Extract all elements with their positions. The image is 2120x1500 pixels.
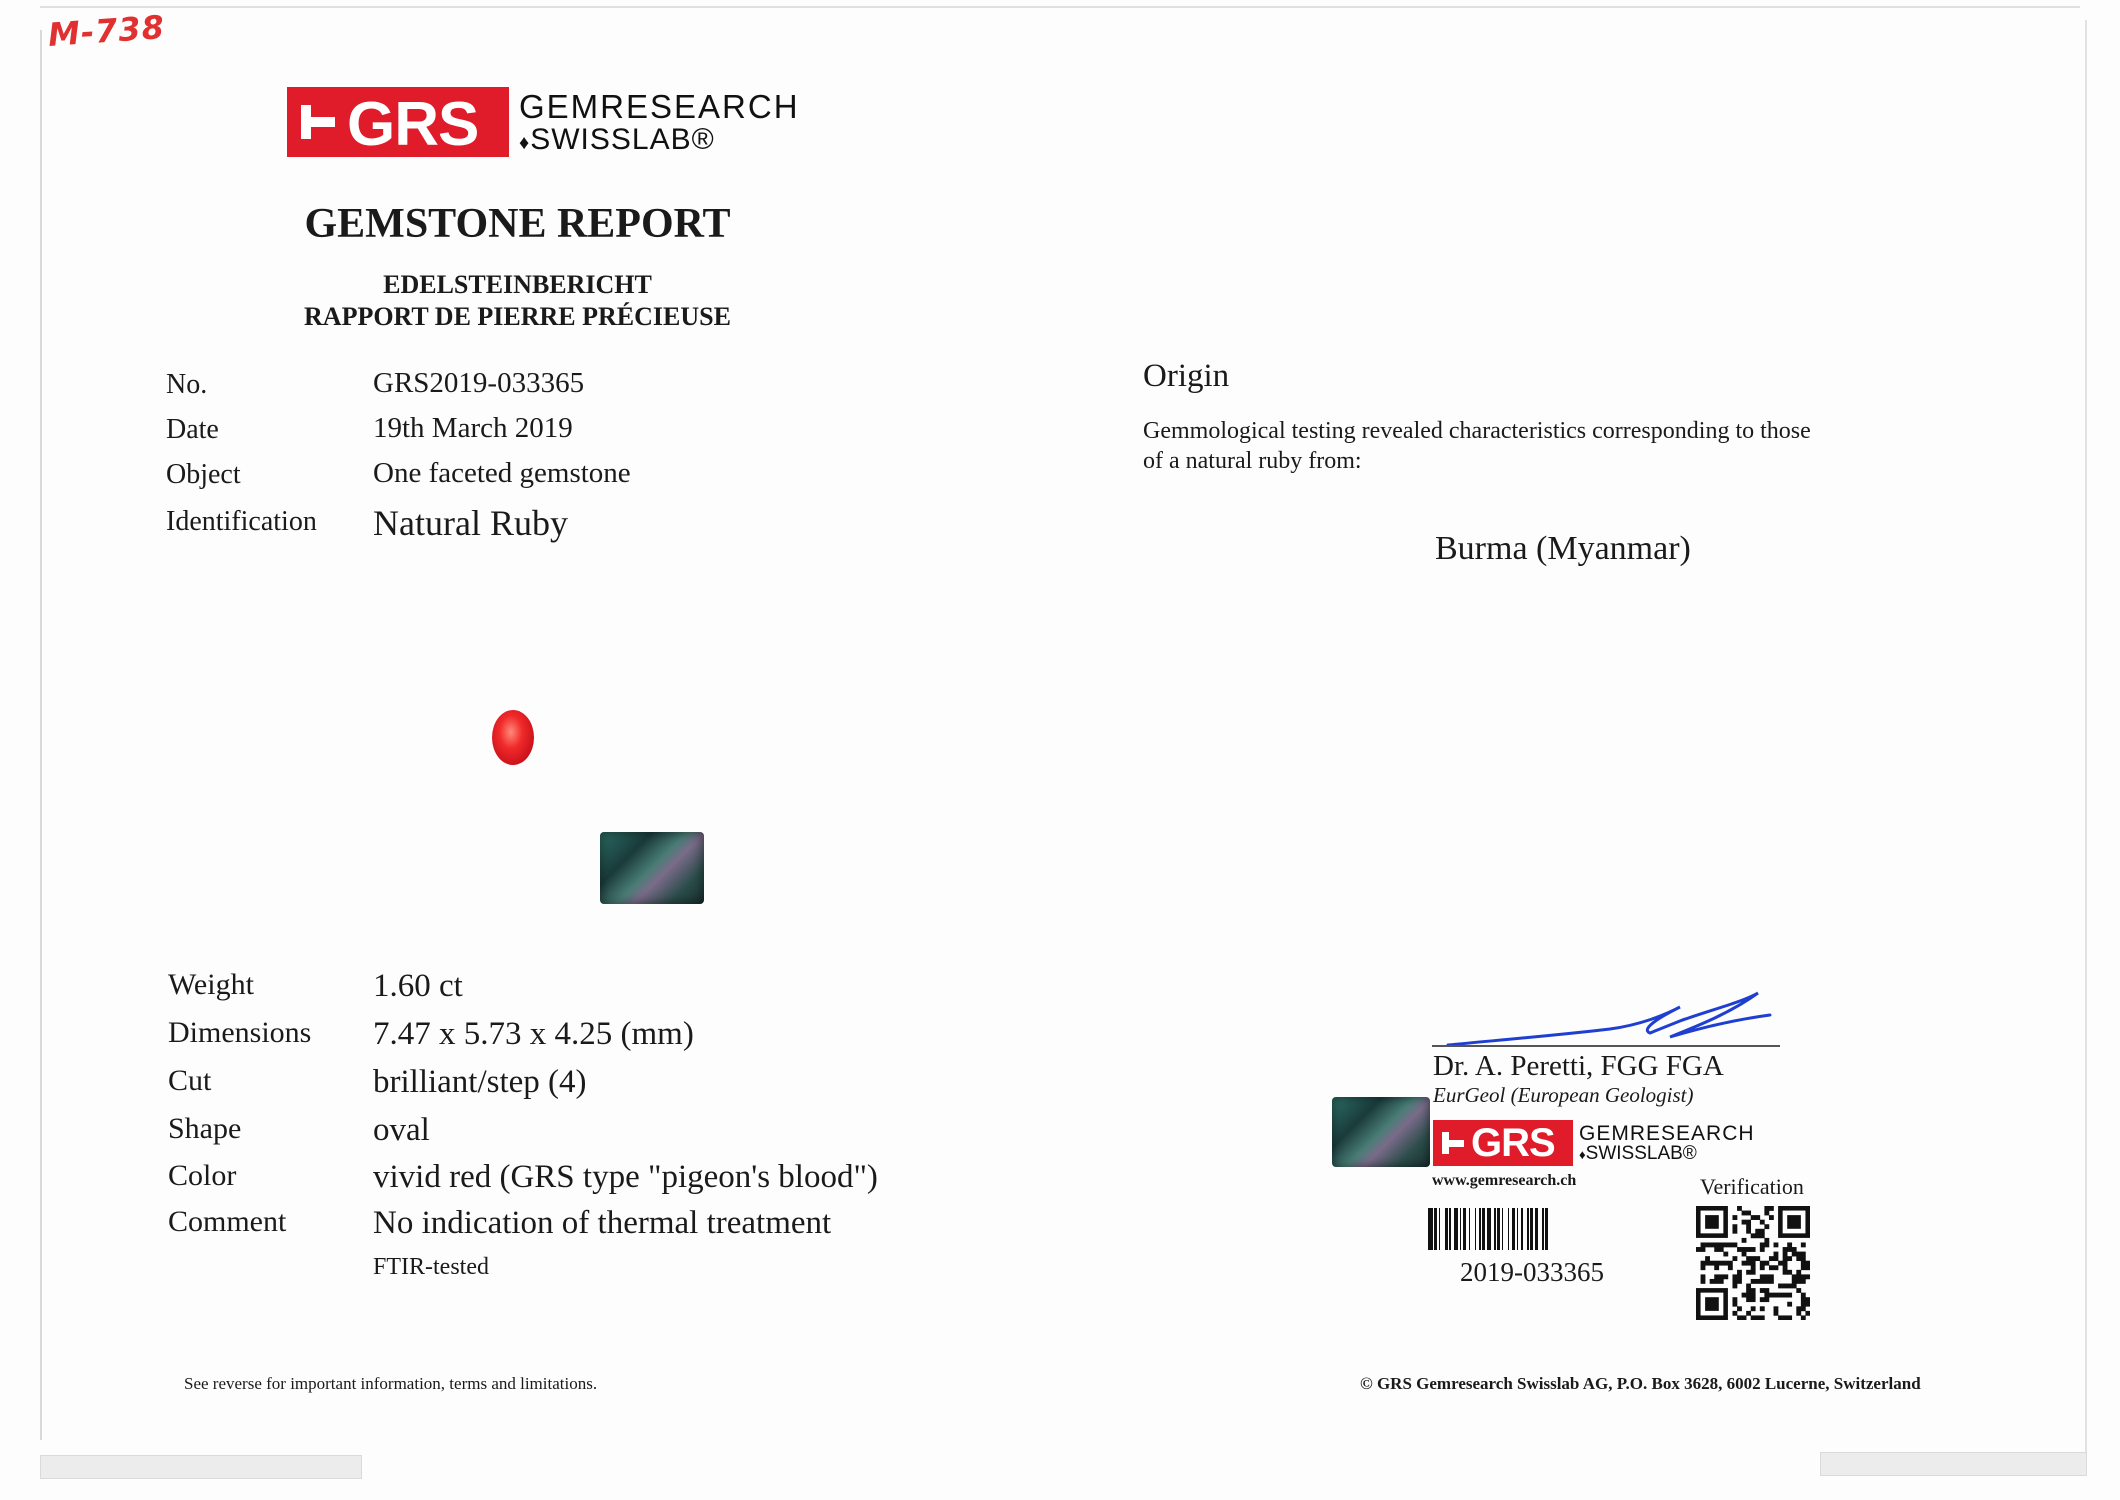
grs-logo-text bbox=[519, 87, 800, 156]
qr-module bbox=[1746, 1288, 1751, 1293]
scan-edge-bottom-right bbox=[1820, 1452, 2087, 1476]
qr-module bbox=[1769, 1279, 1774, 1284]
qr-module bbox=[1701, 1274, 1706, 1279]
qr-module bbox=[1746, 1256, 1751, 1261]
qr-module bbox=[1732, 1256, 1737, 1261]
qr-module bbox=[1719, 1247, 1724, 1252]
qr-module bbox=[1742, 1247, 1747, 1252]
qr-module bbox=[1755, 1256, 1760, 1261]
qr-module bbox=[1751, 1297, 1756, 1302]
qr-module bbox=[1805, 1297, 1810, 1302]
qr-module bbox=[1732, 1274, 1737, 1279]
qr-module bbox=[1751, 1279, 1756, 1284]
footer-left-note: See reverse for important information, terms and limitations. bbox=[184, 1374, 598, 1393]
qr-module bbox=[1805, 1311, 1810, 1316]
qr-module bbox=[1705, 1215, 1719, 1229]
qr-module bbox=[1746, 1311, 1751, 1316]
qr-module bbox=[1787, 1270, 1792, 1275]
qr-module bbox=[1723, 1274, 1728, 1279]
qr-module bbox=[1783, 1252, 1788, 1257]
logo-line1-small: GEMRESEARCH bbox=[1579, 1122, 1755, 1145]
date-label: Date bbox=[166, 414, 219, 445]
qr-module bbox=[1710, 1279, 1715, 1284]
qr-module bbox=[1764, 1288, 1769, 1293]
report-date: 19th March 2019 bbox=[373, 412, 573, 444]
qr-module bbox=[1769, 1265, 1774, 1270]
qr-module bbox=[1751, 1265, 1756, 1270]
qr-module bbox=[1751, 1233, 1756, 1238]
report-subtitle-fr: RAPPORT DE PIERRE PRÉCIEUSE bbox=[304, 302, 731, 331]
qr-module bbox=[1796, 1256, 1801, 1261]
signature-line bbox=[1432, 1045, 1780, 1047]
qr-module bbox=[1787, 1215, 1801, 1229]
qr-module bbox=[1746, 1220, 1751, 1225]
qr-module bbox=[1760, 1247, 1765, 1252]
qr-module bbox=[1742, 1252, 1747, 1257]
qr-module bbox=[1742, 1293, 1747, 1298]
qr-module bbox=[1796, 1274, 1801, 1279]
report-subtitle-de: EDELSTEINBERICHT bbox=[383, 270, 652, 299]
qr-module bbox=[1801, 1306, 1806, 1311]
qr-module bbox=[1783, 1270, 1788, 1275]
qr-module bbox=[1760, 1220, 1765, 1225]
qr-module bbox=[1801, 1252, 1806, 1257]
qr-module bbox=[1751, 1293, 1756, 1298]
qr-module bbox=[1769, 1206, 1774, 1211]
logo-line1: GEMRESEARCH bbox=[519, 87, 800, 125]
qr-module bbox=[1760, 1279, 1765, 1284]
qr-module bbox=[1760, 1288, 1765, 1293]
qr-module bbox=[1801, 1261, 1806, 1266]
qr-module bbox=[1764, 1224, 1769, 1229]
qr-module bbox=[1710, 1261, 1715, 1266]
qr-module bbox=[1751, 1288, 1756, 1293]
qr-module bbox=[1755, 1279, 1760, 1284]
signatory-name: Dr. A. Peretti, FGG FGA bbox=[1433, 1050, 1724, 1082]
qr-module bbox=[1801, 1242, 1806, 1247]
qr-module bbox=[1737, 1247, 1742, 1252]
qr-module bbox=[1764, 1274, 1769, 1279]
qr-module bbox=[1714, 1265, 1719, 1270]
qr-module bbox=[1714, 1279, 1719, 1284]
qr-module bbox=[1764, 1242, 1769, 1247]
verification-label: Verification bbox=[1700, 1174, 1804, 1199]
qr-module bbox=[1760, 1229, 1765, 1234]
grs-logo-brand: GRS bbox=[347, 90, 479, 159]
qr-module bbox=[1774, 1311, 1779, 1316]
qr-module bbox=[1769, 1293, 1774, 1298]
hologram-seal bbox=[600, 832, 704, 904]
ruby-photo bbox=[492, 710, 534, 765]
qr-module bbox=[1774, 1252, 1779, 1257]
qr-module bbox=[1783, 1256, 1788, 1261]
dimensions-value: 7.47 x 5.73 x 4.25 (mm) bbox=[373, 1016, 694, 1052]
qr-module bbox=[1737, 1306, 1742, 1311]
qr-module bbox=[1796, 1311, 1801, 1316]
qr-module bbox=[1732, 1284, 1737, 1289]
qr-module bbox=[1764, 1279, 1769, 1284]
qr-module bbox=[1751, 1215, 1756, 1220]
qr-module bbox=[1778, 1293, 1783, 1298]
qr-module bbox=[1764, 1206, 1769, 1211]
qr-module bbox=[1801, 1256, 1806, 1261]
website-url: www.gemresearch.ch bbox=[1432, 1172, 1577, 1189]
qr-module bbox=[1801, 1265, 1806, 1270]
qr-module bbox=[1764, 1238, 1769, 1243]
qr-module bbox=[1705, 1242, 1710, 1247]
qr-module bbox=[1760, 1315, 1765, 1320]
qr-module bbox=[1746, 1211, 1751, 1216]
qr-module bbox=[1742, 1261, 1747, 1266]
logo-line2: SWISSLAB® bbox=[530, 122, 715, 156]
no-label: No. bbox=[166, 369, 208, 400]
qr-module bbox=[1701, 1279, 1706, 1284]
qr-module bbox=[1783, 1293, 1788, 1298]
qr-module bbox=[1760, 1274, 1765, 1279]
qr-module bbox=[1792, 1284, 1797, 1289]
qr-module bbox=[1755, 1229, 1760, 1234]
qr-module bbox=[1737, 1274, 1742, 1279]
report-title: GEMSTONE REPORT bbox=[304, 201, 731, 247]
qr-module bbox=[1755, 1233, 1760, 1238]
qr-module bbox=[1801, 1274, 1806, 1279]
qr-module bbox=[1732, 1311, 1737, 1316]
qr-module bbox=[1737, 1279, 1742, 1284]
qr-module bbox=[1746, 1293, 1751, 1298]
qr-module bbox=[1732, 1302, 1737, 1307]
qr-module bbox=[1805, 1302, 1810, 1307]
qr-module bbox=[1751, 1270, 1756, 1275]
grs-logo-header bbox=[287, 87, 800, 157]
grs-logo-mark-small bbox=[1433, 1120, 1573, 1166]
qr-module bbox=[1737, 1270, 1742, 1275]
qr-module bbox=[1792, 1279, 1797, 1284]
hologram-seal-small bbox=[1332, 1097, 1430, 1167]
qr-module bbox=[1796, 1252, 1801, 1257]
qr-module bbox=[1737, 1206, 1742, 1211]
qr-module bbox=[1719, 1261, 1724, 1266]
qr-module bbox=[1732, 1215, 1737, 1220]
qr-module bbox=[1751, 1256, 1756, 1261]
qr-module bbox=[1746, 1261, 1751, 1266]
qr-module bbox=[1805, 1274, 1810, 1279]
qr-module bbox=[1714, 1274, 1719, 1279]
qr-module bbox=[1751, 1315, 1756, 1320]
qr-module bbox=[1701, 1265, 1706, 1270]
qr-module bbox=[1783, 1315, 1788, 1320]
qr-module bbox=[1801, 1297, 1806, 1302]
shape-label: Shape bbox=[168, 1112, 242, 1145]
logo-line2-small: SWISSLAB® bbox=[1585, 1143, 1697, 1164]
qr-module bbox=[1783, 1284, 1788, 1289]
dimensions-label: Dimensions bbox=[168, 1016, 312, 1049]
qr-module bbox=[1701, 1242, 1706, 1247]
qr-module bbox=[1751, 1247, 1756, 1252]
qr-module bbox=[1796, 1270, 1801, 1275]
scan-edge-bottom-left bbox=[40, 1455, 362, 1479]
grs-logo-footer bbox=[1433, 1120, 1755, 1166]
qr-module bbox=[1728, 1261, 1733, 1266]
qr-module bbox=[1787, 1256, 1792, 1261]
qr-module bbox=[1778, 1315, 1783, 1320]
qr-module bbox=[1714, 1261, 1719, 1266]
qr-module bbox=[1769, 1274, 1774, 1279]
qr-module bbox=[1787, 1315, 1792, 1320]
origin-text-line1: Gemmological testing revealed characteristics corresponding to those bbox=[1143, 418, 1811, 444]
qr-module bbox=[1801, 1302, 1806, 1307]
qr-module bbox=[1769, 1215, 1774, 1220]
qr-module bbox=[1723, 1242, 1728, 1247]
diamond-icon: ♦ bbox=[519, 131, 531, 154]
qr-module bbox=[1723, 1261, 1728, 1266]
barcode-bar bbox=[1548, 1208, 1550, 1250]
qr-module bbox=[1787, 1284, 1792, 1289]
qr-module bbox=[1796, 1288, 1801, 1293]
qr-module bbox=[1787, 1242, 1792, 1247]
object-value: One faceted gemstone bbox=[373, 457, 631, 489]
qr-module bbox=[1805, 1265, 1810, 1270]
object-label: Object bbox=[166, 459, 241, 490]
barcode-number: 2019-033365 bbox=[1460, 1257, 1604, 1287]
qr-module bbox=[1696, 1247, 1701, 1252]
qr-module bbox=[1760, 1233, 1765, 1238]
qr-module bbox=[1719, 1279, 1724, 1284]
barcode bbox=[1428, 1208, 1654, 1250]
qr-module bbox=[1742, 1211, 1747, 1216]
comment-label: Comment bbox=[168, 1205, 287, 1238]
qr-module bbox=[1778, 1284, 1783, 1289]
qr-module bbox=[1787, 1247, 1792, 1252]
qr-module bbox=[1778, 1261, 1783, 1266]
qr-module bbox=[1787, 1293, 1792, 1298]
qr-module bbox=[1760, 1242, 1765, 1247]
qr-module bbox=[1714, 1247, 1719, 1252]
qr-module bbox=[1792, 1247, 1797, 1252]
handwritten-mark: M-738 bbox=[46, 7, 167, 55]
qr-module bbox=[1764, 1261, 1769, 1266]
qr-module bbox=[1774, 1306, 1779, 1311]
origin-heading: Origin bbox=[1143, 358, 1230, 394]
qr-module bbox=[1760, 1306, 1765, 1311]
scan-edge-top bbox=[40, 6, 2080, 8]
cut-label: Cut bbox=[168, 1064, 212, 1097]
qr-module bbox=[1746, 1297, 1751, 1302]
qr-module bbox=[1760, 1261, 1765, 1266]
qr-module bbox=[1714, 1242, 1719, 1247]
weight-value: 1.60 ct bbox=[373, 968, 463, 1004]
grs-logo-brand-small: GRS bbox=[1471, 1121, 1555, 1165]
qr-module bbox=[1732, 1224, 1737, 1229]
qr-module bbox=[1705, 1297, 1719, 1311]
qr-module bbox=[1796, 1306, 1801, 1311]
qr-module bbox=[1774, 1242, 1779, 1247]
qr-module bbox=[1774, 1265, 1779, 1270]
grs-logo-text-small bbox=[1579, 1123, 1755, 1163]
qr-module bbox=[1751, 1306, 1756, 1311]
qr-module bbox=[1746, 1247, 1751, 1252]
footer-copyright: © GRS Gemresearch Swisslab AG, P.O. Box 3628, 6002 Lucerne, Switzerland bbox=[1360, 1374, 1921, 1393]
qr-module bbox=[1728, 1242, 1733, 1247]
qr-module bbox=[1796, 1279, 1801, 1284]
qr-module bbox=[1783, 1265, 1788, 1270]
qr-module bbox=[1723, 1252, 1728, 1257]
signatory-title: EurGeol (European Geologist) bbox=[1433, 1083, 1694, 1107]
qr-module bbox=[1774, 1293, 1779, 1298]
qr-module bbox=[1792, 1252, 1797, 1257]
qr-module bbox=[1783, 1247, 1788, 1252]
qr-module bbox=[1760, 1265, 1765, 1270]
qr-module bbox=[1764, 1297, 1769, 1302]
cut-value: brilliant/step (4) bbox=[373, 1064, 587, 1100]
qr-module bbox=[1719, 1274, 1724, 1279]
scan-edge-right bbox=[2085, 20, 2087, 1460]
comment-note: FTIR-tested bbox=[373, 1254, 489, 1280]
qr-module bbox=[1764, 1293, 1769, 1298]
shape-value: oval bbox=[373, 1112, 430, 1148]
diamond-icon-small: ♦ bbox=[1579, 1147, 1586, 1162]
identification-value: Natural Ruby bbox=[373, 503, 568, 543]
comment-value: No indication of thermal treatment bbox=[373, 1205, 832, 1241]
qr-module bbox=[1746, 1284, 1751, 1289]
color-label: Color bbox=[168, 1159, 237, 1192]
color-value: vivid red (GRS type "pigeon's blood") bbox=[373, 1159, 878, 1195]
origin-country: Burma (Myanmar) bbox=[1435, 530, 1691, 567]
qr-module bbox=[1769, 1256, 1774, 1261]
qr-module bbox=[1732, 1242, 1737, 1247]
qr-module bbox=[1737, 1315, 1742, 1320]
qr-module bbox=[1746, 1270, 1751, 1275]
identification-label: Identification bbox=[166, 506, 317, 537]
qr-module bbox=[1751, 1261, 1756, 1266]
report-number: GRS2019-033365 bbox=[373, 367, 585, 399]
origin-text-line2: of a natural ruby from: bbox=[1143, 448, 1362, 474]
qr-module bbox=[1701, 1261, 1706, 1266]
weight-label: Weight bbox=[168, 968, 254, 1001]
qr-module bbox=[1732, 1229, 1737, 1234]
qr-module bbox=[1705, 1261, 1710, 1266]
qr-module bbox=[1801, 1279, 1806, 1284]
qr-module bbox=[1774, 1256, 1779, 1261]
qr-module bbox=[1801, 1293, 1806, 1298]
qr-module bbox=[1755, 1315, 1760, 1320]
qr-module bbox=[1742, 1238, 1747, 1243]
qr-code[interactable] bbox=[1696, 1206, 1810, 1320]
qr-module bbox=[1805, 1261, 1810, 1266]
qr-module bbox=[1746, 1224, 1751, 1229]
qr-module bbox=[1755, 1215, 1760, 1220]
qr-module bbox=[1732, 1279, 1737, 1284]
qr-module bbox=[1705, 1256, 1710, 1261]
qr-module bbox=[1742, 1315, 1747, 1320]
qr-module bbox=[1746, 1229, 1751, 1234]
qr-module bbox=[1719, 1242, 1724, 1247]
qr-module bbox=[1701, 1247, 1706, 1252]
qr-module bbox=[1787, 1302, 1792, 1307]
qr-module bbox=[1728, 1265, 1733, 1270]
qr-module bbox=[1783, 1261, 1788, 1266]
qr-module bbox=[1732, 1297, 1737, 1302]
qr-module bbox=[1710, 1242, 1715, 1247]
qr-module bbox=[1801, 1315, 1806, 1320]
qr-module bbox=[1760, 1297, 1765, 1302]
qr-module bbox=[1764, 1211, 1769, 1216]
qr-module bbox=[1742, 1220, 1747, 1225]
grs-logo-mark bbox=[287, 87, 509, 157]
qr-module bbox=[1792, 1274, 1797, 1279]
